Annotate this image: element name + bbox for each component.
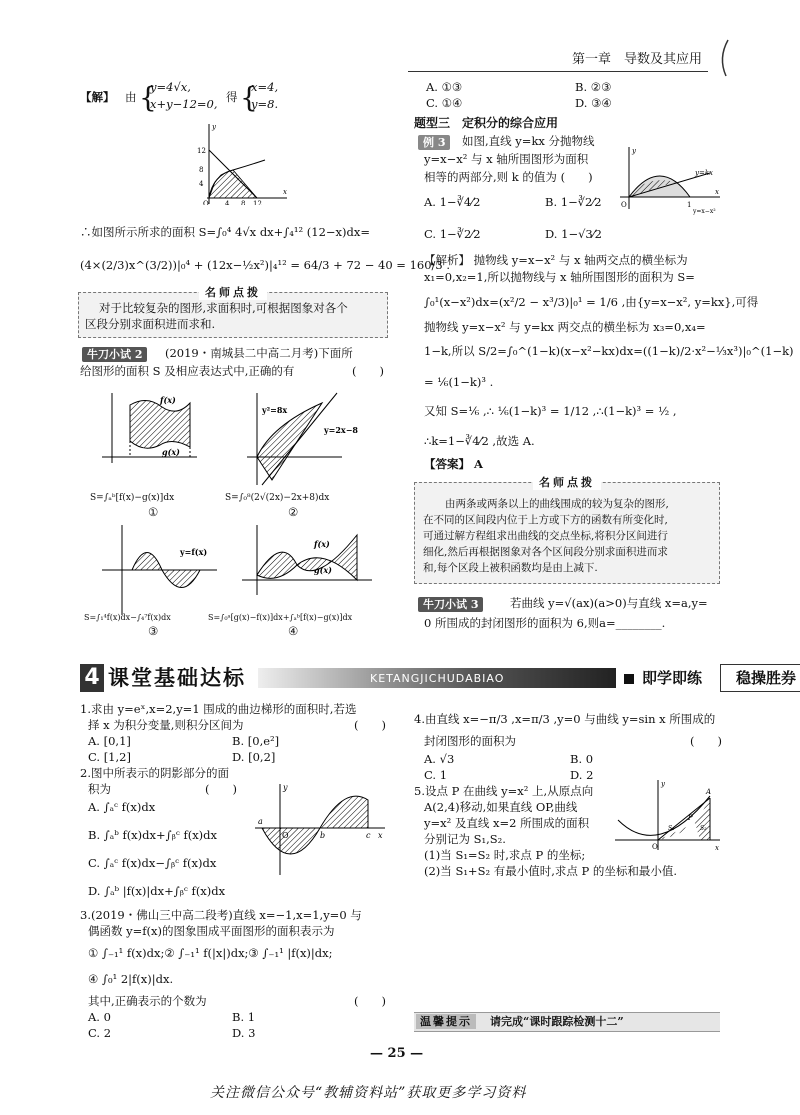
graph-label: P [688,814,693,822]
q1-text: 择 x 为积分变量,则积分区间为 [88,718,244,732]
footer-text: 关注微信公众号“教辅资料站”获取更多学习资料 [210,1085,527,1101]
graph-label: y [661,780,665,788]
graph-number: ③ [148,624,159,638]
q5-text: 分别记为 S₁,S₂. [424,832,506,846]
option: A. √3 [424,752,455,766]
ex3-graph [615,145,725,215]
ex3-text: 相等的两部分,则 k 的值为 ( ) [424,170,593,184]
option: D. 2 [570,768,594,782]
chapter-header: 第一章 导数及其应用 [572,52,703,67]
banner-mark-icon [624,674,634,684]
tip-text: 细化,然后再根据图象对各个区间段分别求面积进而求 [423,546,668,558]
option: D. ∫ₐᵇ |f(x)|dx+∫ᵦᶜ f(x)dx [88,884,226,898]
reminder-bar [414,1012,720,1032]
graph-label: S₁ [668,825,675,832]
option: B. 1−∛2⁄2 [545,195,602,209]
q2-graph [250,780,390,880]
knife2-text: (2019・南城县二中高二月考)下面所 [165,346,353,360]
knife3-text: 0 所围成的封闭图形的面积为 6,则a=________. [424,616,666,630]
option: C. ∫ₐᶜ f(x)dx−∫ᵦᶜ f(x)dx [88,856,217,870]
reminder-text: 请完成“课时跟踪检测十二” [490,1015,624,1028]
q4-text: 4.由直线 x=−π/3 ,x=π/3 ,y=0 与曲线 y=sin x 所围成的 [414,712,716,726]
answer-paren: ( ) [205,782,237,796]
knife-label-2: 牛刀小试 2 [82,347,147,362]
graph-number: ④ [288,624,299,638]
tip-box-1 [78,286,388,338]
graph-number: ② [288,505,299,519]
graph-label: a [258,817,263,826]
knife3-text: 若曲线 y=√(ax)(a>0)与直线 x=a,y= [510,596,708,610]
analysis-line: 【解析】 抛物线 y=x−x² 与 x 轴两交点的横坐标为 [424,253,688,267]
banner-slogan-2: 稳操胜券 [720,664,800,692]
option: A. 0 [88,1010,111,1024]
answer: 【答案】 A [424,457,483,471]
system1-eq1: y=4√x, [150,80,191,94]
graph-caption: S=∫₁⁴f(x)dx−∫₄⁷f(x)dx [84,613,171,622]
option: C. 1 [424,768,448,782]
graph-label: y=2x−8 [324,425,358,435]
page-number: — 25 — [370,1046,424,1061]
header-rule [408,71,708,72]
tip-text: 由两条或两条以上的曲线围成的较为复杂的图形, [445,498,669,510]
analysis-line: 又知 S=⅙ ,∴ ⅙(1−k)³ = 1/12 ,∴(1−k)³ = ½ , [424,404,677,418]
section-type3: 题型三 定积分的综合应用 [414,116,559,130]
graph-tick: 12 [253,200,262,205]
option: B. [0,e²] [232,734,280,748]
graph-label: x [378,831,383,840]
option: C. [1,2] [88,750,131,764]
reminder-tag: 温馨提示 [416,1014,476,1029]
tip-text: 在不同的区间段内位于上方或下方的函数有所变化时, [423,514,668,526]
graph-caption: S=∫₀⁸(2√(2x)−2x+8)dx [225,493,330,503]
graph-label: y [283,783,288,792]
banner-title: 课堂基础达标 [108,666,246,690]
graph-tick: 8 [241,200,246,205]
answer-paren: ( ) [354,994,386,1008]
graph-label: A [706,788,712,796]
graph-label: O [652,843,658,851]
q5-text: A(2,4)移动,如果直线 OP,曲线 [424,800,578,814]
graph-tick: 4 [199,180,204,188]
option: C. 2 [88,1026,112,1040]
option: A. [0,1] [88,734,131,748]
q3-text: 偶函数 y=f(x)的图象围成平面图形的面积表示为 [88,924,335,938]
graph-label: S₂ [700,825,707,832]
q5-text: y=x² 及直线 x=2 所围成的面积 [424,816,590,830]
graph-label: y=f(x) [180,547,208,557]
graph-tick: 8 [199,166,204,174]
option: A. 1−∛4⁄2 [424,195,481,209]
example-label-3: 例 3 [418,135,450,150]
graph-label: g(x) [314,565,332,575]
q3-text: ① ∫₋₁¹ f(x)dx;② ∫₋₁¹ f(|x|)dx;③ ∫₋₁¹ |f(x)|dx; [88,946,333,960]
q4-text: 封闭图形的面积为 [424,734,516,748]
banner-number: 4 [80,664,104,692]
brace-icon: { [240,81,258,114]
tip-box-2 [414,476,720,584]
tip-text: 区段分别求面积进而求和. [85,317,216,331]
ex3-text: y=x−x² 与 x 轴所围图形为面积 [424,152,589,166]
analysis-line: 1−k,所以 S/2=∫₀^(1−k)(x−x²−kx)dx=((1−k)/2·x²−⅓x³)|₀^(1−k) [424,344,794,358]
graph-label: f(x) [314,539,330,549]
option: B. ②③ [575,80,612,94]
graph-caption: S=∫ₐᵇ[f(x)−g(x)]dx [90,493,175,503]
graph-caption: S=∫₀ᵃ[g(x)−f(x)]dx+∫ₐᵇ[f(x)−g(x)]dx [208,613,353,622]
analysis-line: 抛物线 y=x−x² 与 y=kx 两交点的横坐标为 x₃=0,x₄= [424,320,706,334]
graph-label: O [621,201,627,209]
graph-tick: 12 [197,147,206,155]
analysis-line: x₁=0,x₂=1,所以抛物线与 x 轴所围图形的面积为 S= [424,270,695,284]
graph-label: f(x) [160,395,176,405]
graph-label: y=x−x² [693,208,716,215]
q3-text: ④ ∫₀¹ 2|f(x)|dx. [88,972,174,986]
option: B. 0 [570,752,594,766]
area-line-2: (4×(2/3)x^(3/2))|₀⁴ + (12x−½x²)|₄¹² = 64/3 + 72 − 40 = 160/3 . [80,258,451,272]
brace-icon: { [139,81,157,114]
graph-label: g(x) [162,447,180,457]
knife-label-3: 牛刀小试 3 [418,597,483,612]
q5-text: (1)当 S₁=S₂ 时,求点 P 的坐标; [424,848,586,862]
graph-label: y²=8x [262,405,288,415]
tip-text: 和,每个区段上被积函数均是由上减下. [423,562,598,574]
graph-axis-x: x [283,188,287,196]
tip-title: 名师点拨 [199,284,267,300]
tip-title: 名师点拨 [533,474,601,490]
option: A. ∫ₐᶜ f(x)dx [88,800,156,814]
analysis-line: = ⅙(1−k)³ . [424,375,494,389]
q3-text: 3.(2019・佛山三中高二段考)直线 x=−1,x=1,y=0 与 [80,908,362,922]
option: D. [0,2] [232,750,276,764]
graph-tick: 4 [225,200,230,205]
solve-intro: 由 [125,90,137,104]
analysis-line: ∴k=1−∛4⁄2 ,故选 A. [424,434,535,448]
answer-paren: ( ) [690,734,722,748]
option: D. 1−√3⁄2 [545,227,602,241]
system2-eq2: y=8. [251,97,279,111]
area-line-1: ∴如图所示所求的面积 S=∫₀⁴ 4√x dx+∫₄¹² (12−x)dx= [80,225,370,239]
option: B. 1 [232,1010,256,1024]
graph-number: ① [148,505,159,519]
graph-axis-y: y [212,123,216,131]
graph-label: b [320,831,326,840]
analysis-line: ∫₀¹(x−x²)dx=(x²/2 − x³/3)|₀¹ = 1/6 ,由{y=x−x², y=kx},可得 [424,295,759,309]
area-graph-1 [195,120,295,205]
knife2-graphs [82,385,387,645]
q5-text: 5.设点 P 在曲线 y=x² 上,从原点向 [414,784,594,798]
option: B. ∫ₐᵇ f(x)dx+∫ᵦᶜ f(x)dx [88,828,218,842]
banner [80,664,796,692]
graph-label: 1 [687,201,692,209]
tip-text: 可通过解方程组求出曲线的交点坐标,将积分区间进行 [423,530,668,542]
ex3-text: 如图,直线 y=kx 分抛物线 [462,134,595,148]
graph-label: c [366,831,371,840]
option: A. ①③ [426,80,463,94]
graph-origin: O [203,200,209,205]
get-word: 得 [226,90,238,104]
banner-pinyin: KETANGJICHUDABIAO [370,672,505,685]
graph-label: x [715,188,719,196]
q2-text: 积为 [88,782,111,796]
answer-paren: ( ) [352,364,384,378]
q1-text: 1.求由 y=eˣ,x=2,y=1 围成的曲边梯形的面积时,若选 [80,702,357,716]
banner-slogan-1: 即学即练 [642,669,703,687]
system1-eq2: x+y−12=0, [150,97,218,111]
graph-label: y [632,147,636,155]
q3-text: 其中,正确表示的个数为 [88,994,207,1008]
jiexi-tag: 【解】 [80,90,115,104]
header-curl-icon [714,38,734,78]
q2-text: 2.图中所表示的阴影部分的面 [80,766,229,780]
graph-label: x [715,844,719,852]
q5-text: (2)当 S₁+S₂ 有最小值时,求点 P 的坐标和最小值. [424,864,678,878]
answer-paren: ( ) [354,718,386,732]
graph-label: O [282,831,289,840]
tip-text: 对于比较复杂的图形,求面积时,可根据图象对各个 [99,301,348,315]
system2-eq1: x=4, [251,80,279,94]
option: D. 3 [232,1026,256,1040]
q5-graph [610,778,725,853]
graph-label: y=kx [695,169,714,177]
knife2-text: 给图形的面积 S 及相应表达式中,正确的有 [80,364,295,378]
option: D. ③④ [575,96,612,110]
option: C. 1−∛2⁄2 [424,227,481,241]
option: C. ①④ [426,96,463,110]
